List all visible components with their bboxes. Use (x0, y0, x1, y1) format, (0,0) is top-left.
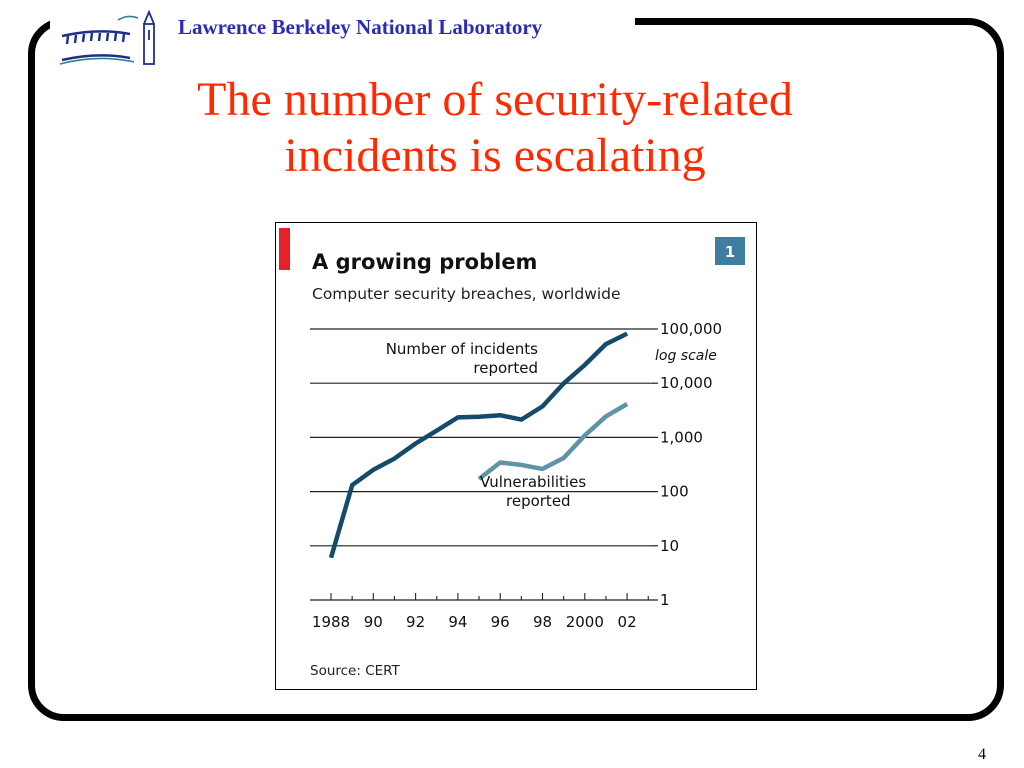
x-tick-label: 02 (617, 613, 637, 631)
chart-source: Source: CERT (310, 663, 400, 679)
x-tick-label: 1988 (311, 613, 351, 631)
y-tick-label: 1 (660, 591, 670, 609)
x-tick-label: 90 (363, 613, 383, 631)
lbnl-logo-icon (58, 8, 168, 68)
figure-badge-label: 1 (724, 243, 736, 261)
x-tick-label: 98 (532, 613, 553, 631)
page-number: 4 (978, 746, 986, 763)
incidents-label-line-2: reported (473, 359, 538, 377)
incidents-label-line-1: Number of incidents (385, 340, 538, 358)
chart-svg (276, 223, 756, 689)
y-tick-label: 1,000 (660, 428, 703, 447)
log-scale-label: log scale (655, 348, 717, 364)
slide-title (80, 72, 910, 184)
vulnerabilities-label-line-1: Vulnerabilities (480, 473, 587, 491)
lab-name: Lawrence Berkeley National Laboratory (178, 15, 543, 39)
slide-title-line-2: incidents is escalating (284, 129, 706, 182)
x-tick-label: 94 (448, 613, 468, 631)
x-tick-label: 92 (406, 613, 426, 631)
y-tick-label: 100 (660, 482, 689, 501)
accent-bar (279, 228, 290, 270)
y-tick-label: 10,000 (660, 374, 713, 393)
chart-title: A growing problem (312, 250, 538, 274)
x-tick-label: 2000 (565, 613, 604, 631)
vulnerabilities-label-line-2: reported (506, 492, 571, 510)
chart-panel (275, 222, 757, 690)
chart-subtitle: Computer security breaches, worldwide (312, 285, 621, 303)
x-tick-label: 96 (490, 613, 510, 631)
slide-title-line-1: The number of security-related (197, 73, 793, 126)
y-tick-label: 100,000 (660, 320, 723, 338)
y-tick-label: 10 (660, 536, 680, 555)
